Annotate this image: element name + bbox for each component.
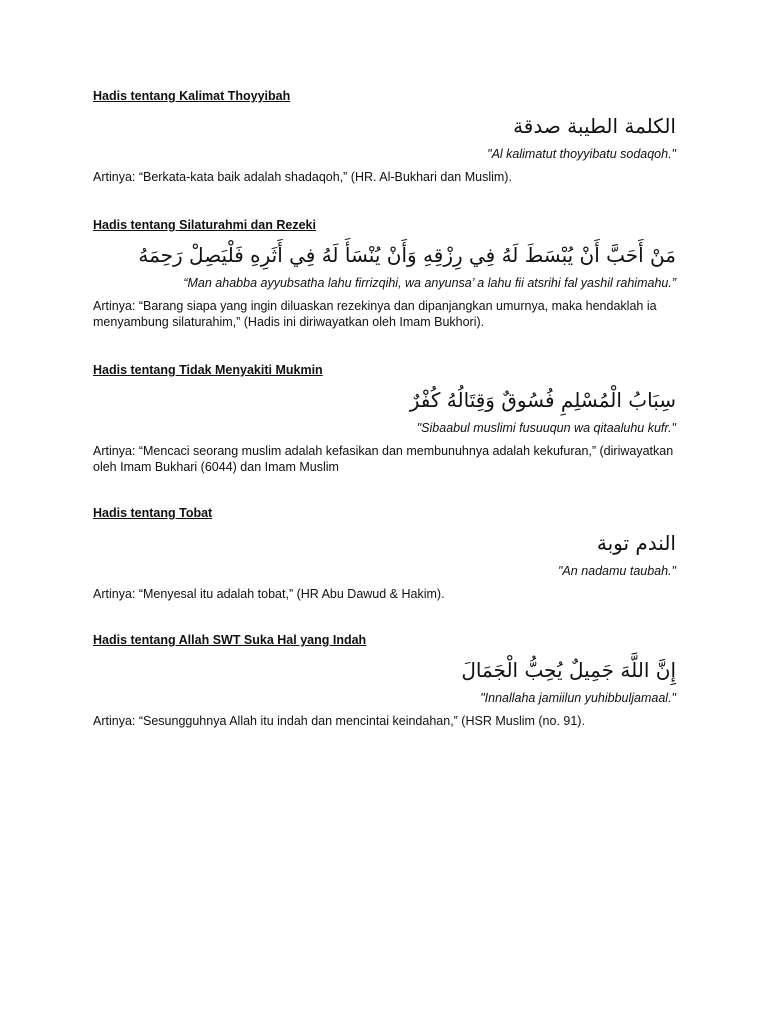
translation-text: Artinya: “Barang siapa yang ingin diluaskan rezekinya dan dipanjangkan umurnya, maka hendaklah ia menyambung silaturahim,” (Hadis ini diriwayatkan oleh Imam Bukhori). bbox=[93, 299, 657, 329]
hadith-section-allah-suka-keindahan bbox=[93, 632, 676, 729]
hadith-section-silaturahmi bbox=[93, 217, 676, 330]
transliteration-text: "Sibaabul muslimi fusuuqun wa qitaaluhu kufr." bbox=[416, 421, 676, 435]
transliteration-text: “Man ahabba ayyubsatha lahu firrizqihi, wa anyunsa’ a lahu fii atsrihi fal yashil rahimahu.” bbox=[183, 276, 676, 290]
transliteration-text: "Al kalimatut thoyyibatu sodaqoh." bbox=[487, 147, 676, 161]
arabic-text: إِنَّ اللَّهَ جَمِيلٌ يُحِبُّ الْجَمَالَ bbox=[461, 658, 676, 682]
section-heading: Hadis tentang Kalimat Thoyyibah bbox=[93, 89, 291, 103]
hadith-section-tidak-menyakiti-mukmin bbox=[93, 362, 676, 475]
arabic-text: سِبَابُ الْمُسْلِمِ فُسُوقٌ وَقِتَالُهُ كُفْرٌ bbox=[409, 388, 676, 412]
transliteration-text: "Innallaha jamiilun yuhibbuljamaal." bbox=[480, 691, 676, 705]
translation-text: Artinya: “Menyesal itu adalah tobat,” (HR Abu Dawud & Hakim). bbox=[93, 587, 445, 601]
translation-text: Artinya: “Berkata-kata baik adalah shadaqoh,” (HR. Al-Bukhari dan Muslim). bbox=[93, 170, 512, 184]
arabic-text: الكلمة الطيبة صدقة bbox=[513, 114, 676, 138]
hadith-section-kalimat-thoyyibah bbox=[93, 88, 676, 185]
section-heading: Hadis tentang Tobat bbox=[93, 506, 213, 520]
document-page bbox=[93, 88, 676, 729]
arabic-text: مَنْ أَحَبَّ أَنْ يُبْسَطَ لَهُ فِي رِزْقِهِ وَأَنْ يُنْسَأَ لَهُ فِي أَثَرِهِ فَلْيَصِلْ رَحِمَهُ bbox=[138, 243, 676, 267]
section-heading: Hadis tentang Silaturahmi dan Rezeki bbox=[93, 218, 316, 232]
hadith-section-tobat bbox=[93, 505, 676, 602]
transliteration-text: "An nadamu taubah." bbox=[558, 564, 676, 578]
arabic-text: الندم توبة bbox=[596, 531, 676, 555]
section-heading: Hadis tentang Allah SWT Suka Hal yang Indah bbox=[93, 633, 367, 647]
section-heading: Hadis tentang Tidak Menyakiti Mukmin bbox=[93, 363, 323, 377]
translation-text: Artinya: “Mencaci seorang muslim adalah kefasikan dan membunuhnya adalah kekufuran,” (diriwayatkan oleh Imam Bukhari (6044) dan Imam Muslim bbox=[93, 444, 674, 474]
translation-text: Artinya: “Sesungguhnya Allah itu indah dan mencintai keindahan,” (HSR Muslim (no. 91). bbox=[93, 714, 585, 728]
